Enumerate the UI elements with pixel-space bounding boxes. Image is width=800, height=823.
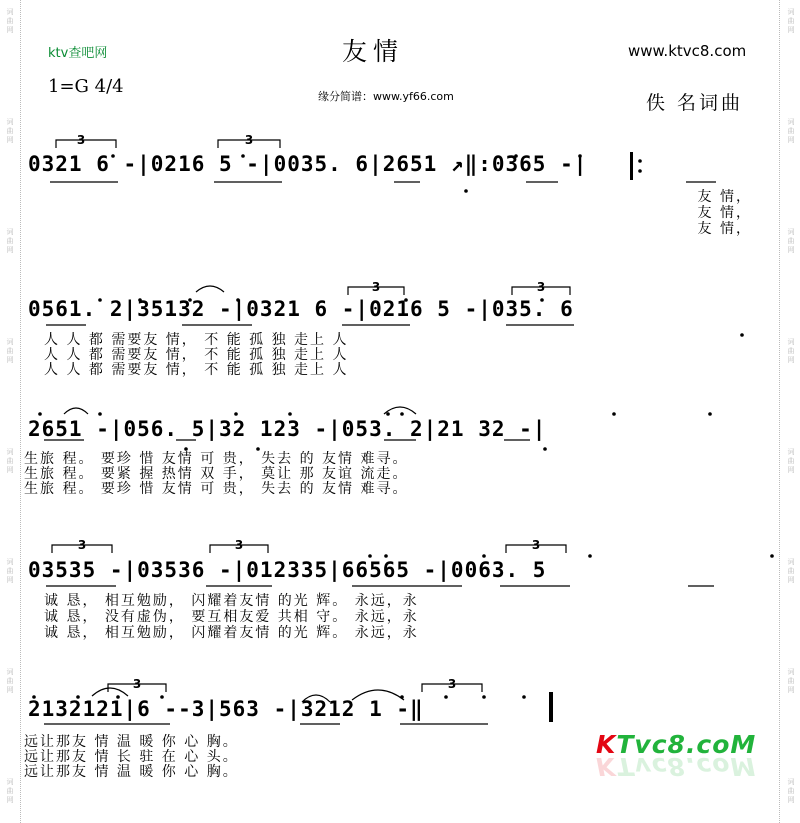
lyric-tail-2: 友 情， (697, 205, 752, 221)
repeat-dot (638, 159, 642, 163)
side-watermark: 词 曲 网 (6, 448, 14, 474)
author-credit: 佚 名词曲 (646, 92, 744, 114)
octave-dot (770, 554, 774, 558)
triplet-bracket (56, 140, 116, 148)
repeat-dot (638, 169, 642, 173)
octave-dot (464, 189, 468, 193)
side-watermark: 词 曲 网 (787, 118, 795, 144)
slur (196, 286, 224, 292)
side-watermark: 词 曲 网 (6, 8, 14, 34)
triplet-number: 3 (244, 133, 254, 147)
triplet-number: 3 (234, 538, 244, 552)
lyric-line: 人 人 都 需要友 情， 不 能 孤 独 走上 人 (44, 347, 349, 363)
octave-dot (588, 554, 592, 558)
triplet-number: 3 (536, 280, 546, 294)
lyric-line: 生旅 程。 要珍 惜 友情 可 贵， 失去 的 友情 难寻。 (24, 451, 409, 467)
octave-dot (38, 412, 42, 416)
lyric-line: 远让那友 情 长 驻 在 心 头。 (24, 749, 239, 765)
triplet-number: 3 (77, 538, 87, 552)
octave-dot (444, 695, 448, 699)
side-watermark: 词 曲 网 (787, 558, 795, 584)
octave-dot (708, 412, 712, 416)
octave-dot (288, 412, 292, 416)
octave-dot (386, 412, 390, 416)
octave-dot (400, 412, 404, 416)
logo-text: Tvc8.coM (616, 730, 757, 759)
lyric-line: 诚 恳， 相互勉励， 闪耀着友情 的光 辉。 永远，永 (44, 625, 419, 641)
octave-dot (543, 447, 547, 451)
octave-dot (522, 695, 526, 699)
notation-row-5: 2132121|6 --3|563 -|3212 1 -‖ (28, 697, 424, 721)
site-logo-reflection (596, 752, 756, 781)
logo-initial: K (596, 752, 617, 781)
final-barline (549, 692, 553, 722)
song-title: 友情 (342, 37, 405, 66)
logo-text: Tvc8.coM (616, 752, 757, 781)
lyric-line: 生旅 程。 要珍 惜 友情 可 贵， 失去 的 友情 难寻。 (24, 481, 409, 497)
side-watermark: 词 曲 网 (6, 118, 14, 144)
lyric-tail-1: 友 情， (697, 189, 752, 205)
lyric-line: 远让那友 情 温 暖 你 心 胸。 (24, 734, 239, 750)
logo-initial: K (596, 730, 617, 759)
octave-dot (234, 412, 238, 416)
site-name-left: ktv查吧网 (48, 46, 108, 61)
site-url-right: www.ktvc8.com (628, 42, 747, 60)
side-watermark: 词 曲 网 (787, 778, 795, 804)
lyric-line: 生旅 程。 要紧 握 热情 双 手， 莫让 那 友谊 流走。 (24, 466, 409, 482)
triplet-number: 3 (76, 133, 86, 147)
octave-dot (98, 412, 102, 416)
side-watermark: 词 曲 网 (787, 338, 795, 364)
lyric-line: 诚 恳， 相互勉励， 闪耀着友情 的光 辉。 永远，永 (44, 593, 419, 609)
side-watermark: 词 曲 网 (787, 668, 795, 694)
side-watermark: 词 曲 网 (787, 8, 795, 34)
notation-row-3: 2651 -|056. 5|32 123 -|053. 2|21 32 -| (28, 417, 547, 441)
side-watermark: 词 曲 网 (787, 228, 795, 254)
side-watermark: 词 曲 网 (787, 448, 795, 474)
repeat-barline (630, 152, 633, 180)
score-source: 缘分简谱：www.yf66.com (318, 90, 454, 103)
side-watermark: 词 曲 网 (6, 668, 14, 694)
triplet-number: 3 (132, 677, 142, 691)
lyric-line: 诚 恳， 没有虚伪， 要互相友爱 共相 守。 永远，永 (44, 609, 419, 625)
triplet-number: 3 (531, 538, 541, 552)
side-watermark: 词 曲 网 (6, 338, 14, 364)
slur (92, 688, 128, 696)
lyric-tail-3: 友 情， (697, 221, 752, 237)
key-signature: 1=G 4/4 (48, 76, 124, 97)
lyric-line: 远让那友 情 温 暖 你 心 胸。 (24, 764, 239, 780)
side-watermark: 词 曲 网 (6, 558, 14, 584)
lyric-line: 人 人 都 需要友 情， 不 能 孤 独 走上 人 (44, 332, 349, 348)
octave-dot (612, 412, 616, 416)
octave-dot (482, 695, 486, 699)
notation-row-4: 03535 -|03536 -|012335|66565 -|0063. 5 (28, 558, 547, 582)
triplet-number: 3 (371, 280, 381, 294)
triplet-number: 3 (447, 677, 457, 691)
side-watermark: 词 曲 网 (6, 778, 14, 804)
slur (64, 408, 88, 414)
notation-row-2: 0561. 2|35132 -|0321 6 -|0216 5 -|035. 6 (28, 297, 574, 321)
side-watermark: 词 曲 网 (6, 228, 14, 254)
octave-dot (740, 333, 744, 337)
notation-row-1: 0321 6 -|0216 5 -|0035. 6|2651 ↗‖:0365 -| (28, 152, 588, 176)
lyric-line: 人 人 都 需要友 情， 不 能 孤 独 走上 人 (44, 362, 349, 378)
